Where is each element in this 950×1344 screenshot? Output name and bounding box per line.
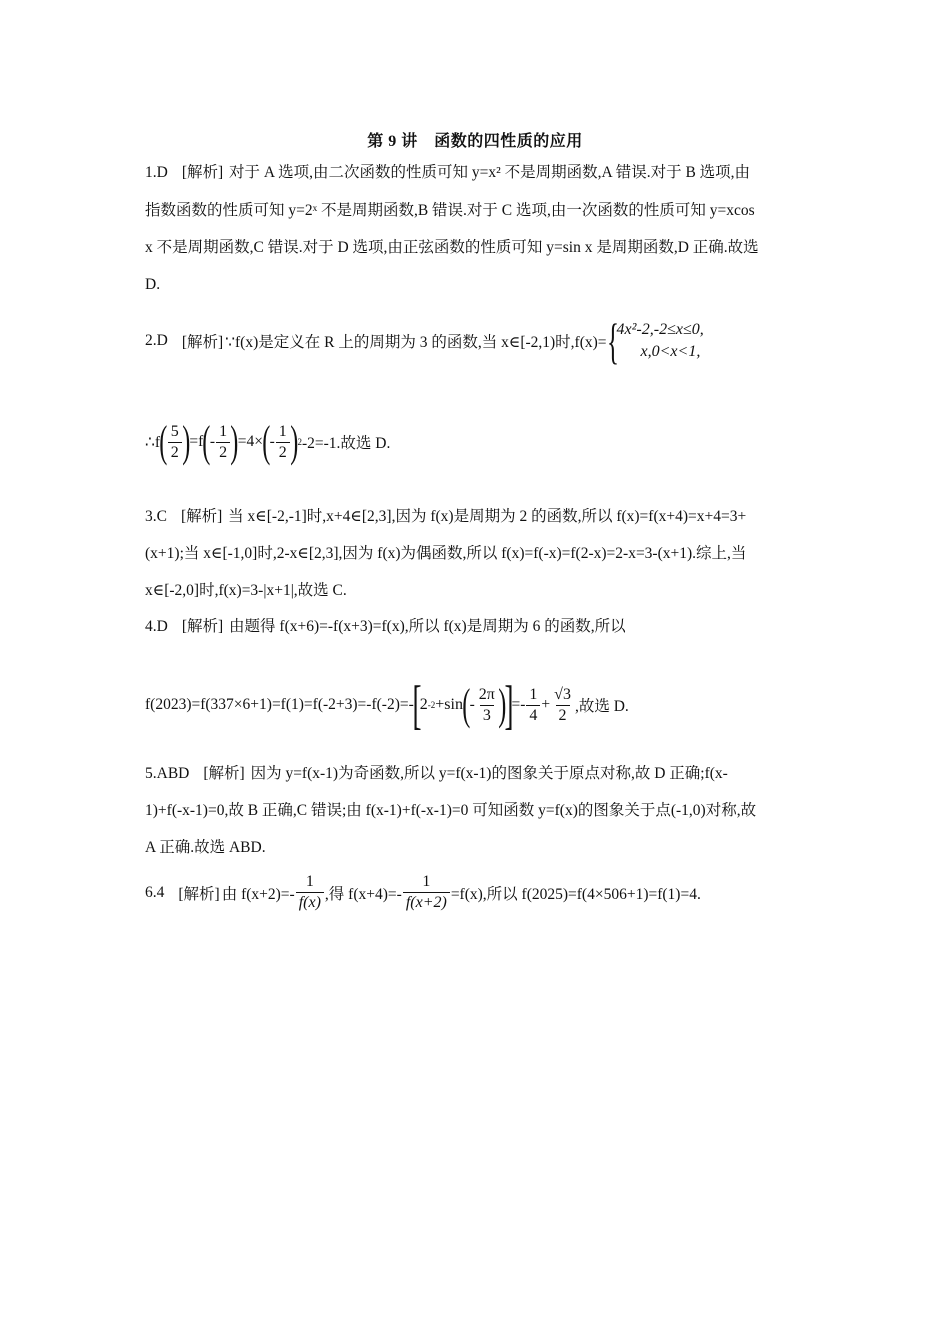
q5-line-1 bbox=[145, 764, 810, 784]
q3-line-3: x∈[-2,0]时,f(x)=3-|x+1|,故选 C. bbox=[145, 582, 347, 599]
q3-line-2: (x+1);当 x∈[-1,0]时,2-x∈[2,3],因为 f(x)为偶函数,所以 f(x)=f(-x)=f(2-x)=2-x=3-(x+1).综上,当 bbox=[145, 545, 747, 562]
q6-frac-1 bbox=[296, 872, 324, 913]
q1-tag: [解析] bbox=[181, 164, 224, 181]
q2-frac-a-num: 5 bbox=[170, 422, 179, 440]
q6-tag: [解析] bbox=[178, 885, 220, 903]
q2-piecewise bbox=[606, 313, 704, 369]
page-title: 第 9 讲 函数的四性质的应用 bbox=[367, 133, 583, 150]
q2-number: 2.D bbox=[145, 332, 168, 349]
q2-tag: [解析] bbox=[181, 334, 224, 351]
q6-f2-den: f(x+2) bbox=[403, 892, 450, 913]
q4-frac-pi bbox=[476, 685, 498, 726]
q6-pre: 由 f(x+2)=- bbox=[221, 885, 295, 903]
q4-expr-prefix: f(2023)=f(337×6+1)=f(1)=f(-2+3)=-f(-2)=- bbox=[145, 696, 414, 713]
q6-number: 6.4 bbox=[145, 883, 165, 901]
q2-frac-a-den: 2 bbox=[168, 442, 182, 463]
q4-expression: f(2023)=f(337×6+1)=f(1)=f(-2+3)=-f(-2)=- [ 2 -2 +sin ( - $\frac{2\pi}{3}$ ) ] =- $\frac{1}{4}$ + $\frac{√3}{2}$ ,故选 D. bbox=[145, 675, 629, 735]
q2-frac-c bbox=[276, 422, 290, 463]
q4-pi-den: 3 bbox=[480, 705, 494, 726]
q3-text-1: 当 x∈[-2,-1]时,x+4∈[2,3],因为 f(x)是周期为 2 的函数,所以 f(x)=f(x+4)=x+4=3+ bbox=[228, 508, 747, 525]
q2-frac-a bbox=[168, 422, 182, 463]
paren-left: ( bbox=[462, 680, 471, 729]
bracket-right: ] bbox=[504, 675, 514, 735]
q4-q-den: 4 bbox=[526, 705, 540, 726]
q2-case-2: x,0<x<1, bbox=[640, 343, 701, 360]
q5-tag: [解析] bbox=[203, 765, 245, 782]
q3-number: 3.C bbox=[145, 508, 167, 525]
q3-tag: [解析] bbox=[180, 508, 223, 525]
q2-case-1: 4x²-2,-2≤x≤0, bbox=[616, 321, 704, 338]
brace-glyph: { bbox=[606, 313, 619, 369]
q2-frac-c-den: 2 bbox=[276, 442, 290, 463]
q5-line-2: 1)+f(-x-1)=0,故 B 正确,C 错误;由 f(x-1)+f(-x-1)=0 可知函数 y=f(x)的图象关于点(-1,0)对称,故 bbox=[145, 802, 757, 819]
q6-frac-2 bbox=[403, 872, 450, 913]
q5-number: 5.ABD bbox=[145, 765, 190, 782]
q2-neg-b: - bbox=[209, 433, 216, 450]
paren-right: ) bbox=[230, 417, 239, 466]
q1-number: 1.D bbox=[145, 164, 168, 181]
q4-q-num: 1 bbox=[529, 685, 538, 703]
paren-right: ) bbox=[181, 417, 191, 466]
q2-frac-b-num: 1 bbox=[219, 422, 228, 440]
q1-line-2: 指数函数的性质可知 y=2ˣ 不是周期函数,B 错误.对于 C 选项,由一次函数的性质可知 y=xcos bbox=[145, 202, 755, 219]
q4-eq: =- bbox=[511, 696, 526, 713]
paren-right: ) bbox=[290, 417, 299, 466]
q2-eq1: =f bbox=[189, 433, 204, 450]
paren-right: ) bbox=[498, 680, 507, 729]
q4-frac-root bbox=[551, 685, 574, 726]
q6-tail: =f(x),所以 f(2025)=f(4×506+1)=f(1)=4. bbox=[450, 885, 701, 903]
q2-frac-c-num: 1 bbox=[278, 422, 287, 440]
q4-tail: ,故选 D. bbox=[574, 698, 629, 715]
q6-line bbox=[145, 872, 701, 913]
q4-base: 2 bbox=[419, 696, 428, 713]
q1-line-1 bbox=[145, 163, 810, 183]
q6-f2-num: 1 bbox=[422, 873, 431, 890]
paren-left: ( bbox=[262, 417, 271, 466]
q1-line-3: x 不是周期函数,C 错误.对于 D 选项,由正弦函数的性质可知 y=sin x 是周期函数,D 正确.故选 bbox=[145, 239, 759, 256]
q2-result-prefix: ∴f bbox=[145, 433, 161, 451]
q5-line-3: A 正确.故选 ABD. bbox=[145, 839, 266, 856]
paren-left: ( bbox=[202, 417, 211, 466]
q2-result: ∴f ( $\frac{5}{2}$ ) =f ( - $\frac{1}{2}$ ) =4× ( - $\frac{1}{2}$ ) 2 -2=-1.故选 D. bbox=[145, 417, 391, 466]
q2-tail: -2=-1.故选 D. bbox=[301, 435, 391, 452]
q4-plus: + bbox=[541, 696, 551, 713]
q2-line-1 bbox=[145, 313, 704, 369]
q2-frac-b-den: 2 bbox=[216, 442, 230, 463]
q2-neg-c: - bbox=[269, 433, 275, 450]
q4-plus-sin: +sin bbox=[435, 696, 463, 713]
q4-number: 4.D bbox=[145, 618, 168, 635]
q4-text-1: 由题得 f(x+6)=-f(x+3)=f(x),所以 f(x)是周期为 6 的函数,所以 bbox=[229, 618, 626, 635]
q4-neg: - bbox=[469, 696, 475, 713]
q6-f1-den: f(x) bbox=[296, 892, 324, 913]
q4-line-1 bbox=[145, 617, 810, 637]
bracket-left: [ bbox=[412, 675, 422, 735]
q5-text-1: 因为 y=f(x-1)为奇函数,所以 y=f(x-1)的图象关于原点对称,故 D 正确;f(x- bbox=[250, 765, 728, 782]
q1-text-1: 对于 A 选项,由二次函数的性质可知 y=x² 不是周期函数,A 错误.对于 B 选项,由 bbox=[229, 164, 751, 181]
q3-line-1 bbox=[145, 507, 810, 527]
q2-eq2: =4× bbox=[237, 433, 263, 450]
q1-line-4: D. bbox=[145, 276, 161, 293]
q2-text: ∵f(x)是定义在 R 上的周期为 3 的函数,当 x∈[-2,1)时,f(x)= bbox=[225, 334, 607, 351]
q4-tag: [解析] bbox=[181, 618, 224, 635]
q6-mid: ,得 f(x+4)=- bbox=[324, 885, 402, 903]
paren-left: ( bbox=[159, 417, 168, 466]
q4-pi-num: 2π bbox=[478, 685, 495, 703]
q4-frac-quarter bbox=[526, 685, 540, 726]
q6-f1-num: 1 bbox=[305, 873, 314, 890]
q4-r-den: 2 bbox=[556, 705, 570, 726]
q2-frac-b bbox=[216, 422, 230, 463]
q4-r-num: √3 bbox=[554, 685, 571, 703]
